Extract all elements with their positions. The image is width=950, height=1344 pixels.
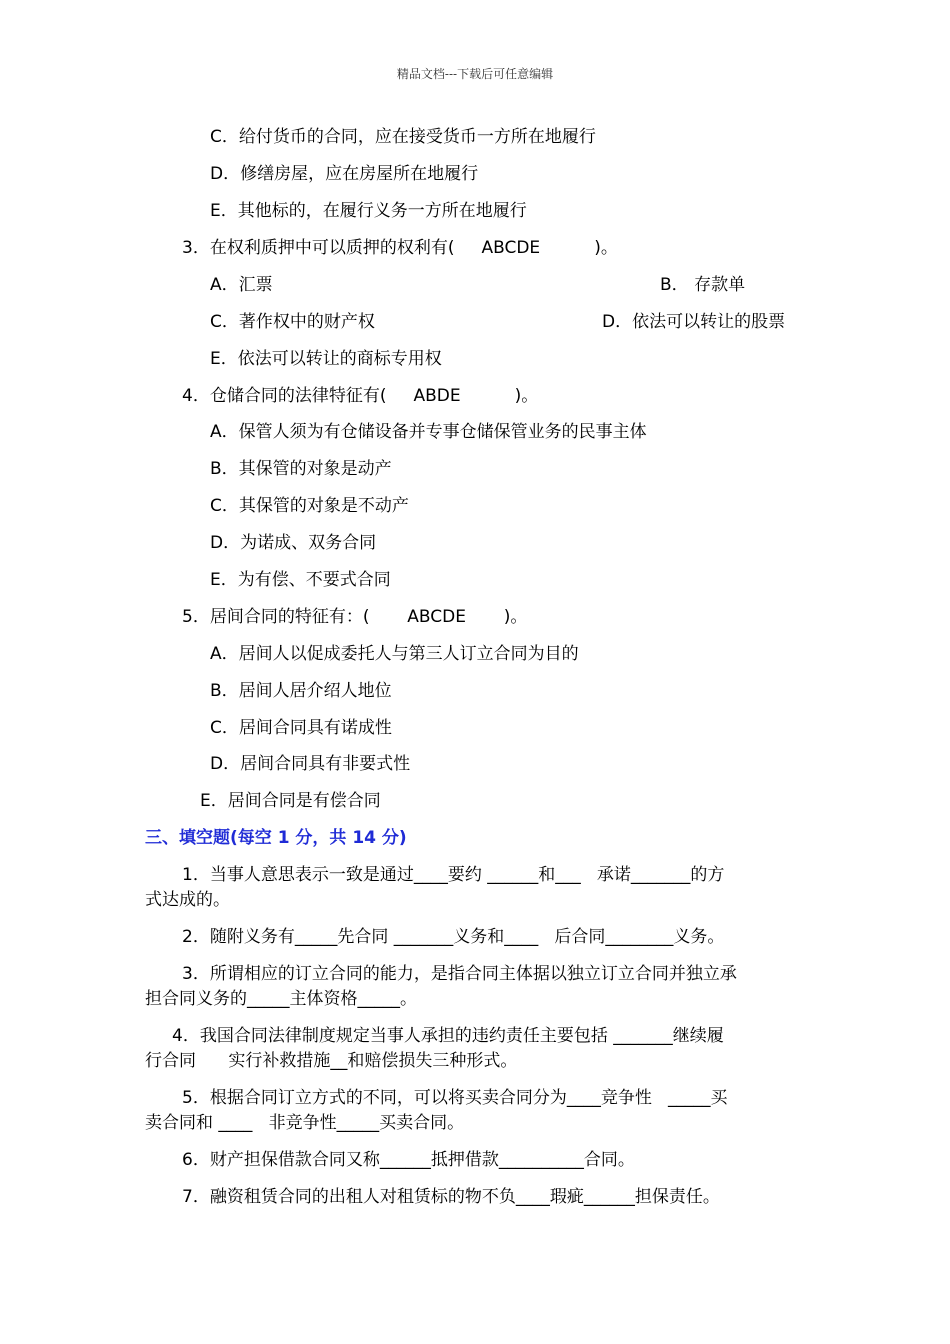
q4-option-d: D．为诺成、双务合同: [210, 533, 377, 553]
q4-option-e: E．为有偿、不要式合同: [210, 570, 391, 590]
fill-3-line2: 担合同义务的_____主体资格_____。: [145, 989, 417, 1009]
q3-option-b: B． 存款单: [660, 275, 746, 295]
fill-5-line2: 卖合同和 ____ 非竞争性_____买卖合同。: [145, 1113, 465, 1133]
q2-option-c: C．给付货币的合同，应在接受货币一方所在地履行: [210, 127, 596, 147]
q4-option-a: A．保管人须为有仓储设备并专事仓储保管业务的民事主体: [210, 422, 647, 442]
fill-2: 2．随附义务有_____先合同 _______义务和____ 后合同________义务。: [182, 927, 725, 947]
q5-option-b: B．居间人居介绍人地位: [210, 681, 392, 701]
fill-1-line2: 式达成的。: [145, 890, 230, 910]
q5-option-e: E．居间合同是有偿合同: [200, 791, 381, 811]
q2-option-e: E．其他标的，在履行义务一方所在地履行: [210, 201, 527, 221]
q5-option-a: A．居间人以促成委托人与第三人订立合同为目的: [210, 644, 579, 664]
q2-option-d: D．修缮房屋，应在房屋所在地履行: [210, 164, 479, 184]
q4-option-c: C．其保管的对象是不动产: [210, 496, 409, 516]
q3-stem: 3．在权利质押中可以质押的权利有( ABCDE )。: [182, 238, 618, 258]
q3-option-d: D．依法可以转让的股票: [602, 312, 786, 332]
fill-7: 7．融资租赁合同的出租人对租赁标的物不负____瑕疵______担保责任。: [182, 1187, 720, 1207]
q5-option-d: D．居间合同具有非要式性: [210, 754, 411, 774]
q4-option-b: B．其保管的对象是动产: [210, 459, 392, 479]
page-header: 精品文档---下载后可任意编辑: [396, 67, 554, 81]
section-heading: 三、填空题(每空 1 分，共 14 分): [145, 828, 407, 848]
fill-1-line1: 1．当事人意思表示一致是通过____要约 ______和___ 承诺_______的方: [182, 865, 725, 885]
q4-stem: 4．仓储合同的法律特征有( ABDE )。: [182, 386, 539, 406]
fill-6: 6．财产担保借款合同又称______抵押借款__________合同。: [182, 1150, 635, 1170]
q3-option-e: E．依法可以转让的商标专用权: [210, 349, 442, 369]
fill-4-line2: 行合同 实行补救措施__和赔偿损失三种形式。: [145, 1051, 518, 1071]
q3-option-a: A．汇票: [210, 275, 273, 295]
q3-option-c: C．著作权中的财产权: [210, 312, 375, 332]
fill-5-line1: 5．根据合同订立方式的不同，可以将买卖合同分为____竞争性 _____买: [182, 1088, 728, 1108]
q5-option-c: C．居间合同具有诺成性: [210, 718, 392, 738]
fill-4-line1: 4．我国合同法律制度规定当事人承担的违约责任主要包括 _______继续履: [172, 1026, 724, 1046]
q5-stem: 5．居间合同的特征有：( ABCDE )。: [182, 607, 528, 627]
fill-3-line1: 3．所谓相应的订立合同的能力，是指合同主体据以独立订立合同并独立承: [182, 964, 737, 984]
